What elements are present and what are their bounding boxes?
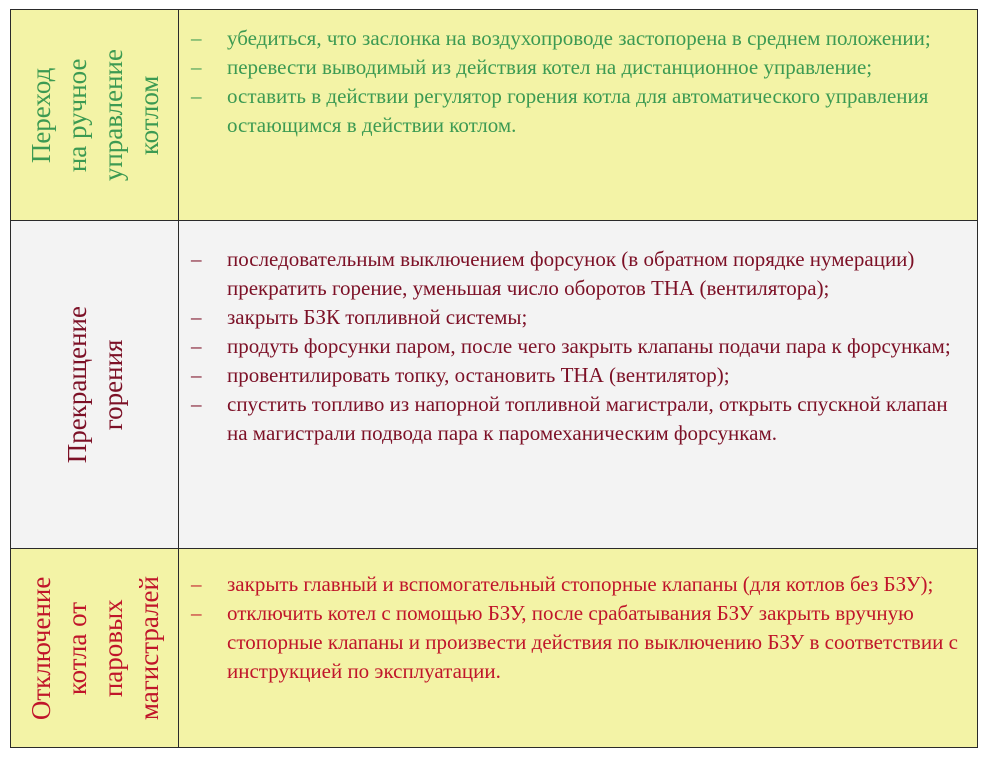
heading-line: магистралей bbox=[133, 575, 164, 721]
list-item: – последовательным выключением форсунок (в обратном порядке нумерации) прекратить горение, уменьшая число оборотов ТНА (вентилятора); bbox=[191, 245, 967, 303]
row-heading bbox=[59, 306, 131, 463]
list-item: – закрыть БЗК топливной системы; bbox=[191, 303, 967, 332]
row-heading-cell bbox=[11, 549, 179, 747]
row-heading-cell bbox=[11, 10, 179, 220]
table-row-manual-control bbox=[11, 10, 977, 221]
table-row-stop-combustion bbox=[11, 221, 977, 549]
heading-line: паровых bbox=[97, 599, 128, 697]
list-item: – перевести выводимый из действия котел на дистанционное управление; bbox=[191, 53, 967, 82]
list-item: – закрыть главный и вспомогательный стопорные клапаны (для котлов без БЗУ); bbox=[191, 570, 967, 599]
list-item: – спустить топливо из напорной топливной магистрали, открыть спускной клапан на магистрали подвода пара к паромеханическим форсункам. bbox=[191, 390, 967, 448]
heading-line: на ручное bbox=[61, 58, 92, 172]
row-body-cell bbox=[179, 549, 977, 747]
heading-line: котлом bbox=[133, 75, 164, 155]
list-item: – оставить в действии регулятор горения котла для автоматического управления остающимся в действии котлом. bbox=[191, 82, 967, 140]
heading-line: Прекращение bbox=[61, 305, 92, 464]
action-list bbox=[191, 570, 967, 686]
procedure-table bbox=[10, 9, 978, 748]
list-item: – провентилировать топку, остановить ТНА (вентилятор); bbox=[191, 361, 967, 390]
list-item: – убедиться, что заслонка на воздухопроводе застопорена в среднем положении; bbox=[191, 24, 967, 53]
list-item: – продуть форсунки паром, после чего закрыть клапаны подачи пара к форсункам; bbox=[191, 332, 967, 361]
row-body-cell bbox=[179, 221, 977, 548]
row-heading bbox=[23, 576, 167, 720]
action-list bbox=[191, 24, 967, 140]
heading-line: горения bbox=[97, 339, 128, 430]
heading-line: Отключение bbox=[25, 576, 56, 720]
row-heading-cell bbox=[11, 221, 179, 548]
table-row-disconnect-boiler bbox=[11, 549, 977, 747]
heading-line: котла от bbox=[61, 601, 92, 695]
heading-line: Переход bbox=[25, 67, 56, 163]
heading-line: управление bbox=[97, 48, 128, 182]
list-item: – отключить котел с помощью БЗУ, после срабатывания БЗУ закрыть вручную стопорные клапаны и произвести действия по выключению БЗУ в соответствии с инструкцией по эксплуатации. bbox=[191, 599, 967, 686]
action-list bbox=[191, 245, 967, 448]
row-heading bbox=[23, 49, 167, 181]
row-body-cell bbox=[179, 10, 977, 220]
